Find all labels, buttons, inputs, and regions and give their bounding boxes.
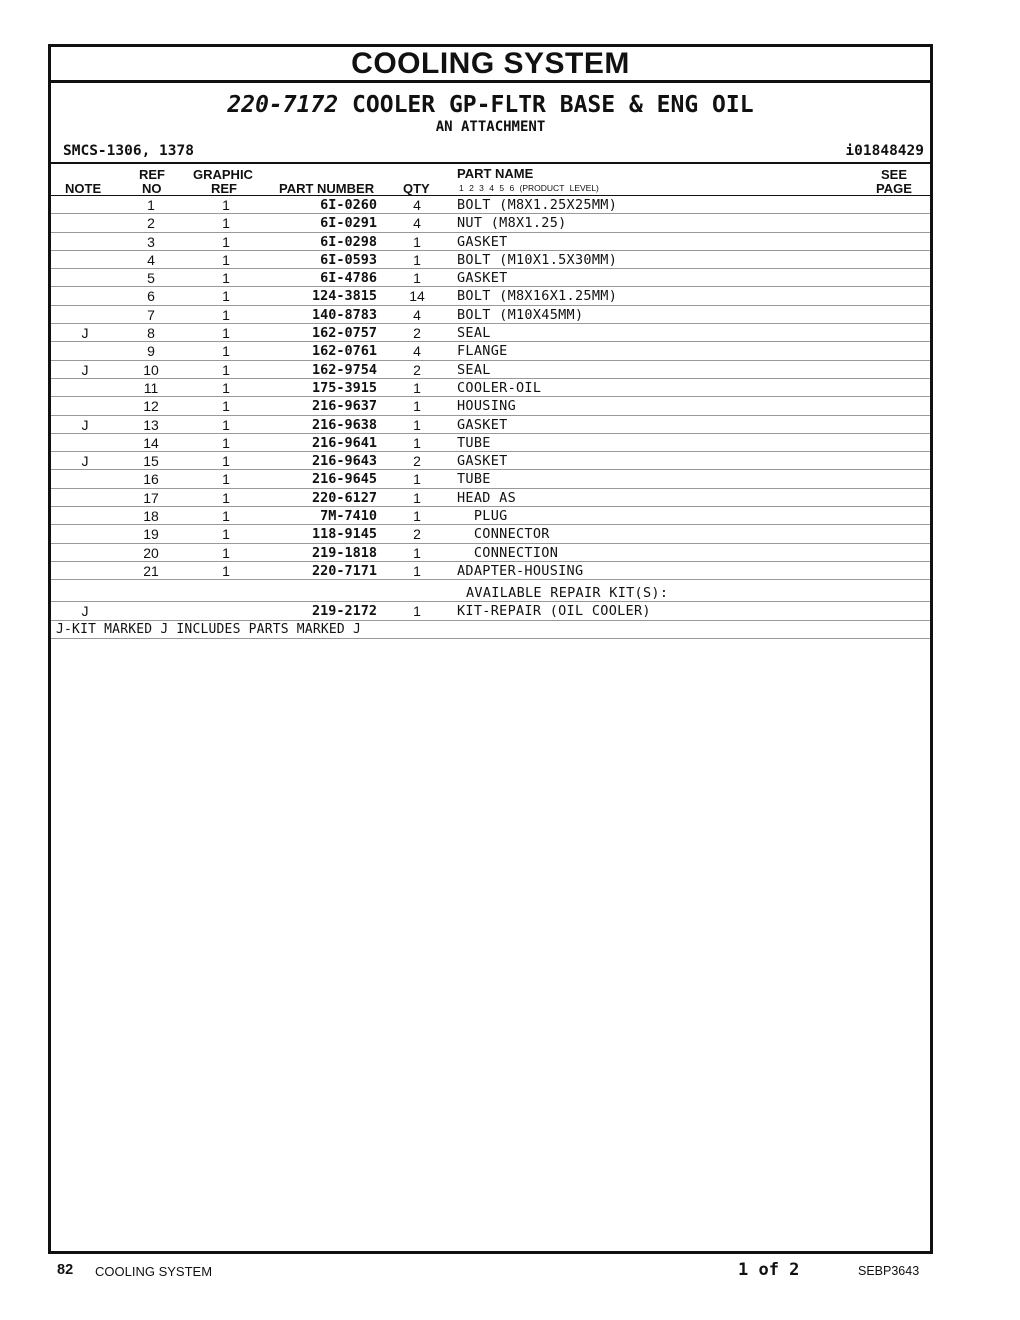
qty-cell: 2 [413,526,421,543]
part-name-cell: BOLT (M10X1.5X30MM) [457,251,618,268]
table-row [51,233,930,251]
part-name-cell: CONNECTION [457,544,559,561]
qty-cell: 4 [413,306,421,323]
qty-cell: 2 [413,325,421,342]
table-row [51,470,930,488]
footnote-row [51,621,930,639]
smcs-code: SMCS-1306, 1378 [63,143,194,159]
ref-no-cell: 5 [147,270,155,287]
col-product-level: 1 2 3 4 5 6 (PRODUCT LEVEL) [459,183,599,193]
part-name-cell: SEAL [457,361,491,378]
table-row [51,251,930,269]
part-number-cell: 220-7171 [311,562,377,579]
part-number-cell: 6I-0260 [320,197,377,213]
table-row [51,196,930,214]
part-name-cell: BOLT (M8X1.25X25MM) [457,197,618,213]
graphic-ref-cell: 1 [222,489,230,506]
kit-heading-row [51,580,930,602]
ref-no-cell: 21 [143,562,159,579]
graphic-ref-cell: 1 [222,361,230,378]
footer-section: COOLING SYSTEM [95,1264,213,1279]
table-row [51,342,930,360]
ref-no-cell: 4 [147,251,155,268]
part-number-cell: 216-9638 [311,416,377,433]
graphic-ref-cell: 1 [222,270,230,287]
note-cell: J [81,603,89,620]
graphic-ref-cell: 1 [222,325,230,342]
part-name-cell: KIT-REPAIR (OIL COOLER) [457,603,651,620]
graphic-ref-cell: 1 [222,288,230,305]
ref-no-cell: 15 [143,453,159,470]
part-number-cell: 6I-0593 [320,251,377,268]
group-name: COOLER GP-FLTR BASE & ENG OIL [352,92,754,118]
note-cell: J [81,453,89,470]
qty-cell: 1 [413,233,421,250]
table-row [51,416,930,434]
qty-cell: 1 [413,434,421,451]
table-row [51,397,930,415]
graphic-ref-cell: 1 [222,453,230,470]
part-number-cell: 175-3915 [311,379,377,396]
table-row [51,269,930,287]
ref-no-cell: 18 [143,508,159,525]
table-row [51,214,930,232]
qty-cell: 1 [413,562,421,579]
col-ref-bottom: NO [142,181,162,196]
graphic-ref-cell: 1 [222,306,230,323]
part-number-cell: 6I-0291 [320,215,377,232]
note-cell: J [81,325,89,342]
part-name-cell: CONNECTOR [457,526,550,543]
kit-heading: AVAILABLE REPAIR KIT(S): [466,585,669,602]
qty-cell: 4 [413,215,421,232]
qty-cell: 1 [413,270,421,287]
part-number-cell: 118-9145 [311,526,377,543]
part-name-cell: TUBE [457,434,491,451]
graphic-ref-cell: 1 [222,233,230,250]
qty-cell: 4 [413,197,421,213]
graphic-ref-cell: 1 [222,416,230,433]
group-subtitle: AN ATTACHMENT [435,119,546,135]
col-graphic-top: GRAPHIC [193,167,253,182]
smcs-row [51,142,930,164]
part-number-cell: 6I-4786 [320,270,377,287]
graphic-ref-cell: 1 [222,434,230,451]
graphic-ref-cell: 1 [222,215,230,232]
table-row [51,306,930,324]
part-name-cell: GASKET [457,416,508,433]
table-row [51,602,930,620]
part-number-cell: 220-6127 [311,489,377,506]
part-name-cell: BOLT (M10X45MM) [457,306,584,323]
ref-no-cell: 13 [143,416,159,433]
part-number-cell: 124-3815 [311,288,377,305]
illustration-id: i01848429 [845,143,924,159]
graphic-ref-cell: 1 [222,508,230,525]
ref-no-cell: 20 [143,544,159,561]
table-row [51,452,930,470]
part-name-cell: FLANGE [457,343,508,360]
col-ref-top: REF [139,167,165,182]
graphic-ref-cell: 1 [222,251,230,268]
part-name-cell: GASKET [457,270,508,287]
part-number-cell: 162-9754 [311,361,377,378]
qty-cell: 1 [413,471,421,488]
graphic-ref-cell: 1 [222,544,230,561]
ref-no-cell: 11 [143,379,159,396]
graphic-ref-cell: 1 [222,526,230,543]
table-row [51,544,930,562]
ref-no-cell: 2 [147,215,155,232]
graphic-ref-cell: 1 [222,343,230,360]
graphic-ref-cell: 1 [222,398,230,415]
ref-no-cell: 1 [147,197,155,213]
table-row [51,434,930,452]
col-part-name: PART NAME [457,166,534,181]
ref-no-cell: 3 [147,233,155,250]
part-number-cell: 140-8783 [311,306,377,323]
qty-cell: 1 [413,544,421,561]
ref-no-cell: 6 [147,288,155,305]
note-cell: J [81,361,89,378]
qty-cell: 2 [413,361,421,378]
part-name-cell: HEAD AS [457,489,516,506]
part-number-cell: 6I-0298 [320,233,377,250]
group-title [51,92,930,118]
part-number-cell: 219-1818 [311,544,377,561]
column-header [51,164,930,196]
page-frame [48,44,933,1254]
ref-no-cell: 9 [147,343,155,360]
kits-list [51,602,930,620]
part-name-cell: SEAL [457,325,491,342]
part-number-cell: 162-0757 [311,325,377,342]
parts-list [51,196,930,580]
table-row [51,489,930,507]
table-row [51,562,930,580]
col-see-bottom: PAGE [876,181,912,196]
ref-no-cell: 17 [143,489,159,506]
footnote: J-KIT MARKED J INCLUDES PARTS MARKED J [56,621,362,637]
col-note: NOTE [65,181,102,196]
group-number: 220-7172 [227,92,339,118]
table-row [51,361,930,379]
part-name-cell: COOLER-OIL [457,379,542,396]
graphic-ref-cell: 1 [222,562,230,579]
qty-cell: 1 [413,251,421,268]
part-number-cell: 216-9643 [311,453,377,470]
col-part-number: PART NUMBER [279,181,375,196]
part-number-cell: 216-9637 [311,398,377,415]
part-name-cell: NUT (M8X1.25) [457,215,567,232]
part-name-cell: TUBE [457,471,491,488]
qty-cell: 1 [413,398,421,415]
document-number: SEBP3643 [858,1264,920,1278]
table-row [51,287,930,305]
col-graphic-bottom: REF [211,181,237,196]
page-footer [0,1260,1020,1284]
ref-no-cell: 12 [143,398,159,415]
part-number-cell: 219-2172 [311,603,377,620]
sheet-indicator: 1 of 2 [738,1260,800,1280]
part-name-cell: HOUSING [457,398,516,415]
col-see-top: SEE [881,167,908,182]
qty-cell: 1 [413,603,421,620]
ref-no-cell: 14 [143,434,159,451]
qty-cell: 2 [413,453,421,470]
qty-cell: 1 [413,508,421,525]
ref-no-cell: 8 [147,325,155,342]
table-row [51,324,930,342]
note-cell: J [81,416,89,433]
part-name-cell: GASKET [457,453,508,470]
graphic-ref-cell: 1 [222,197,230,213]
part-name-cell: PLUG [457,508,508,525]
ref-no-cell: 7 [147,306,155,323]
ref-no-cell: 10 [143,361,159,378]
qty-cell: 1 [413,489,421,506]
part-name-cell: BOLT (M8X16X1.25MM) [457,288,618,305]
graphic-ref-cell: 1 [222,379,230,396]
qty-cell: 14 [409,288,425,305]
table-row [51,525,930,543]
ref-no-cell: 19 [143,526,159,543]
section-title: COOLING SYSTEM [51,47,930,83]
qty-cell: 4 [413,343,421,360]
qty-cell: 1 [413,379,421,396]
page-number: 82 [57,1262,74,1278]
part-name-cell: GASKET [457,233,508,250]
part-number-cell: 162-0761 [311,343,377,360]
graphic-ref-cell: 1 [222,471,230,488]
part-number-cell: 7M-7410 [320,508,377,525]
table-row [51,379,930,397]
part-name-cell: ADAPTER-HOUSING [457,562,584,579]
part-number-cell: 216-9641 [311,434,377,451]
table-row [51,507,930,525]
ref-no-cell: 16 [143,471,159,488]
col-qty: QTY [403,181,430,196]
qty-cell: 1 [413,416,421,433]
part-number-cell: 216-9645 [311,471,377,488]
